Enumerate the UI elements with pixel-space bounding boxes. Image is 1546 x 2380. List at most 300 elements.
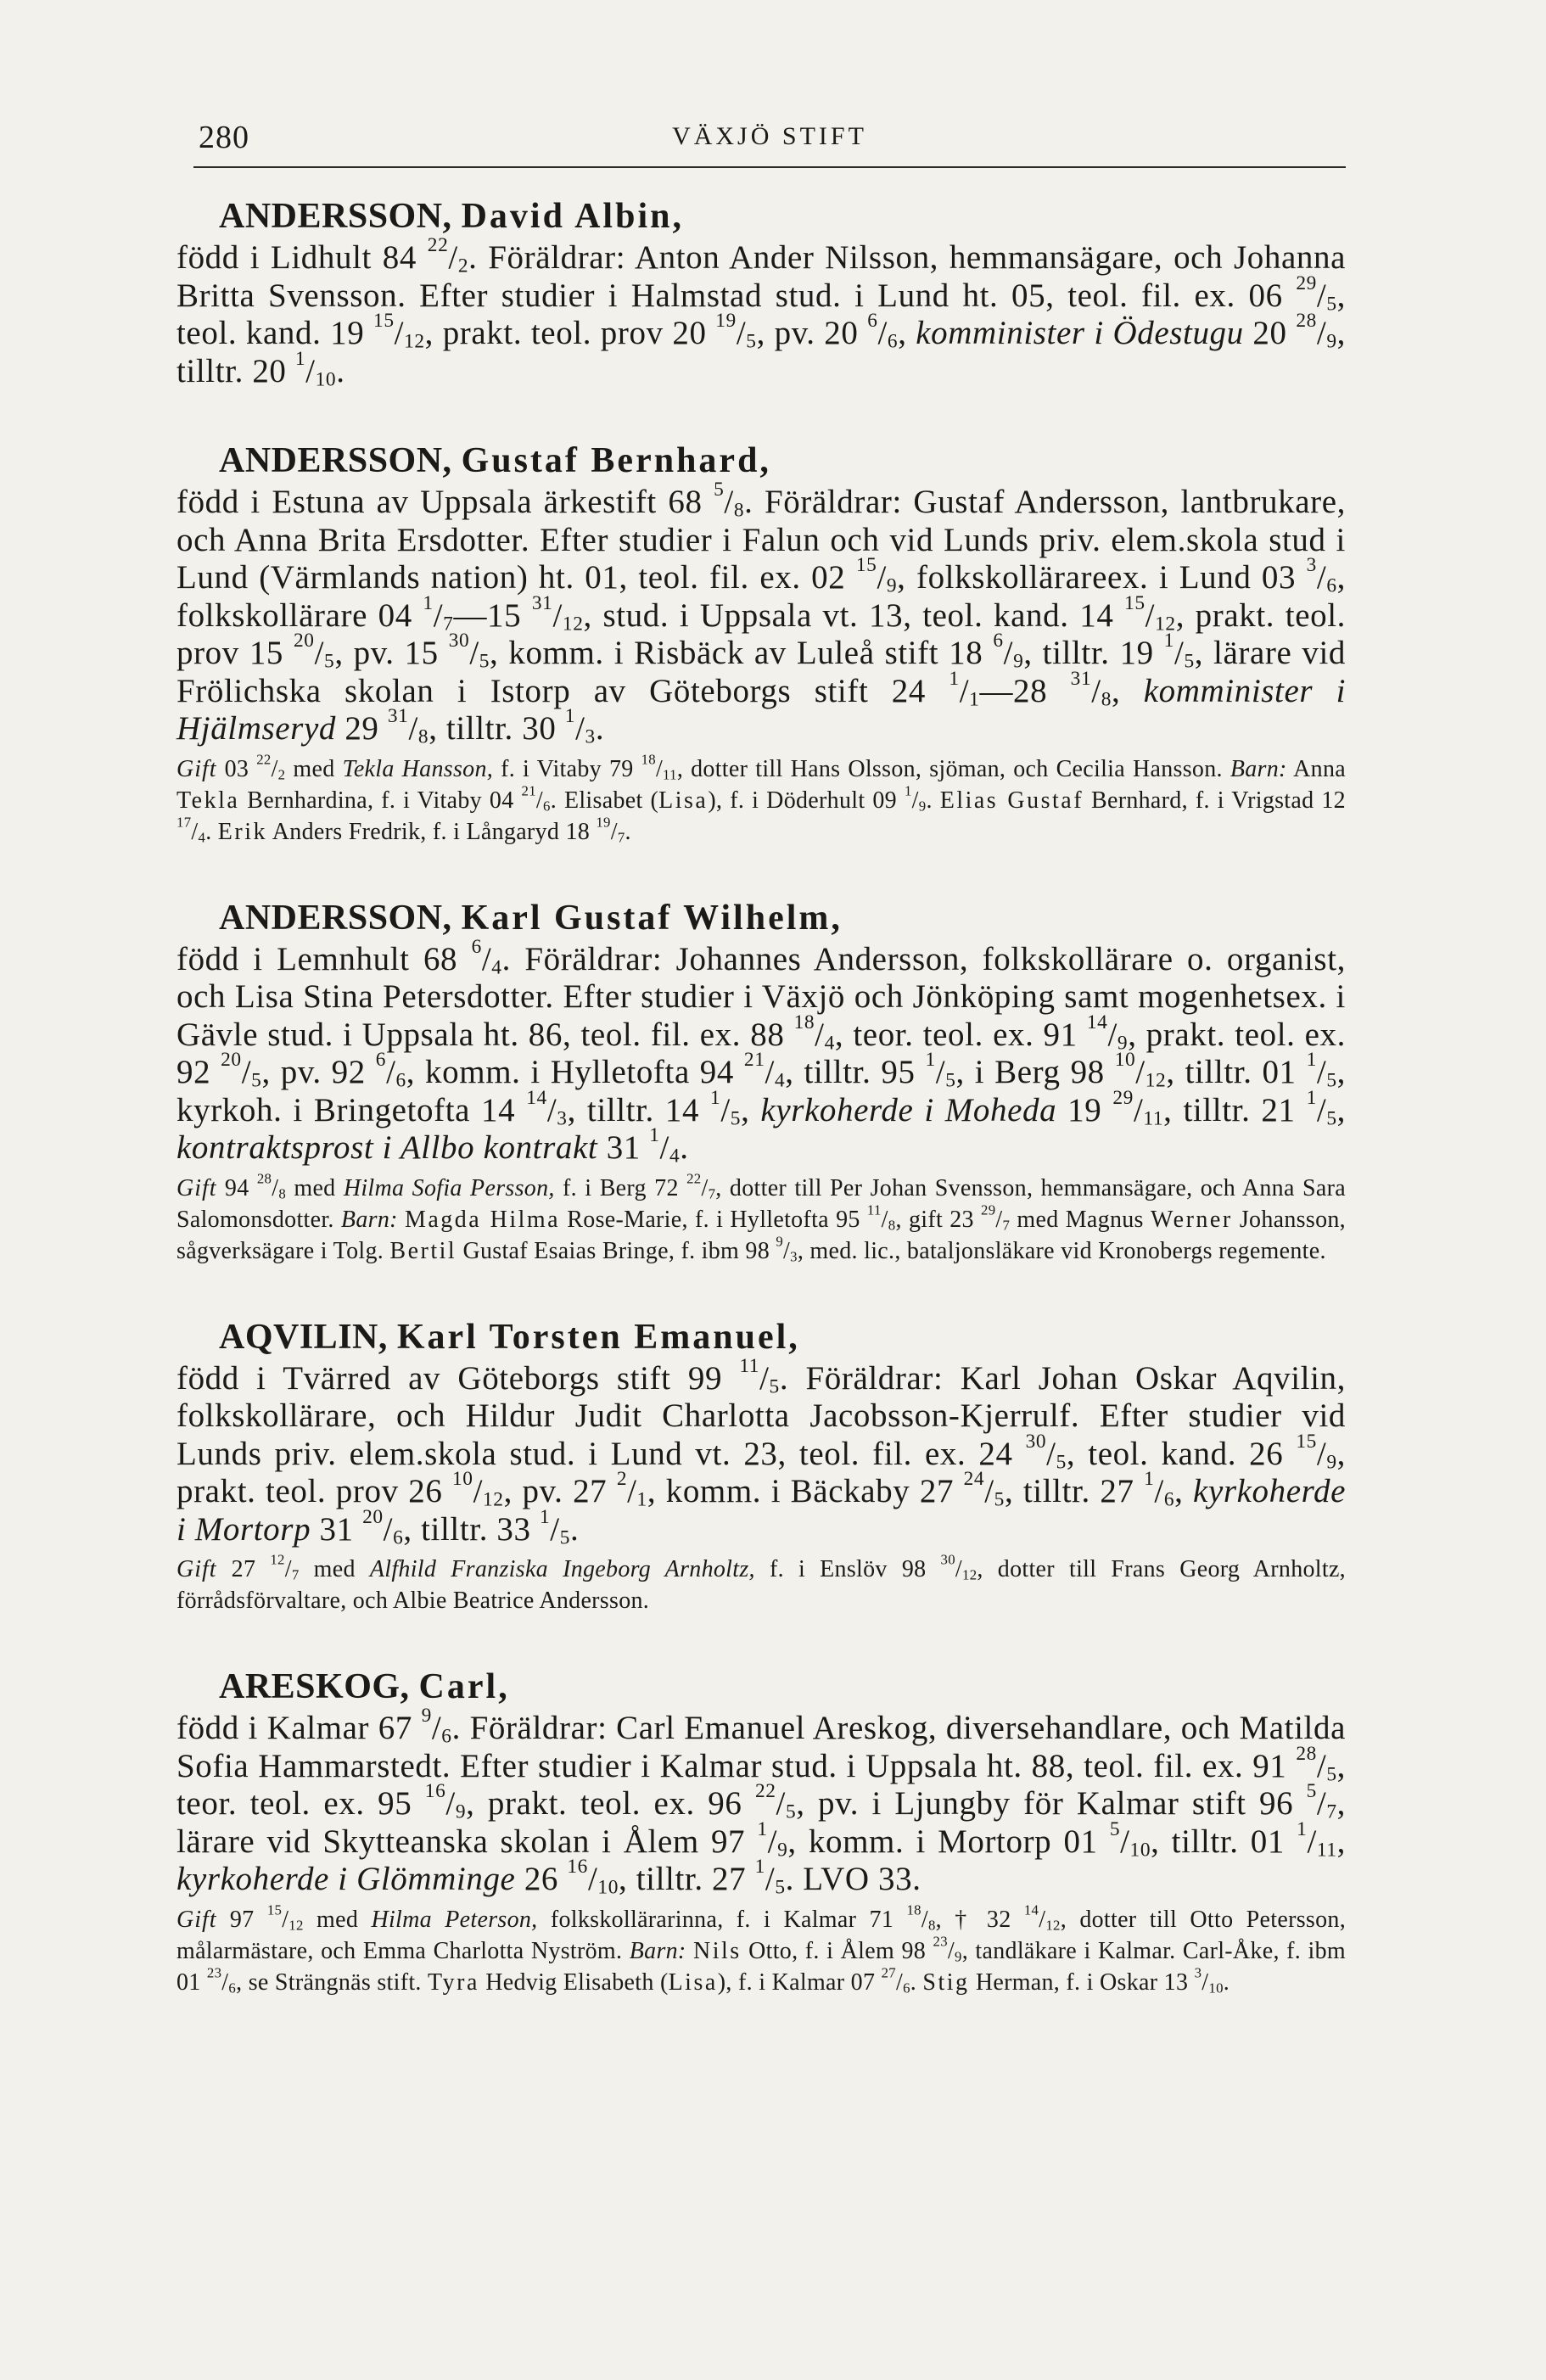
fraction-denominator: 10: [315, 368, 337, 391]
entry-andersson-karl-gustaf-wilhelm: [176, 895, 1346, 1267]
text-run: . Föräldrar: Johannes Andersson, folkskollärare o. organist, och Lisa Stina Petersdotter. Efter studier i Växjö och Jönköping samt mogenhetsex. i Gävle stud. i Uppsala ht. 86, teol. fil. ex. 88: [176, 940, 1346, 1053]
fraction-numerator: 18: [906, 1901, 921, 1918]
spaced-name: Tekla: [176, 787, 240, 814]
fraction-denominator: 12: [404, 330, 425, 353]
text-run: /: [431, 1710, 442, 1746]
text-run: /: [627, 1473, 637, 1509]
text-run: , tilltr. 33: [403, 1510, 540, 1548]
fraction-numerator: 16: [567, 1856, 588, 1879]
spaced-name: Nils: [693, 1937, 742, 1964]
text-run: /: [1316, 277, 1327, 314]
text-run: /: [575, 710, 585, 747]
fraction-numerator: 15: [1296, 1430, 1317, 1453]
fraction-numerator: 20: [362, 1505, 384, 1528]
fraction-denominator: 8: [927, 1916, 936, 1933]
text-run: , pv. 27: [503, 1473, 617, 1509]
text-run: /: [433, 596, 444, 634]
fraction-denominator: 4: [774, 1069, 786, 1092]
text-run: .: [910, 1968, 923, 1996]
fraction-numerator: 1: [294, 347, 306, 370]
fraction-denominator: 7: [617, 828, 625, 845]
text-run: ,: [741, 1091, 761, 1128]
text-run: /: [1003, 635, 1014, 671]
entry-name: [176, 895, 1346, 941]
spaced-name: Lisa: [668, 1968, 718, 1996]
text-run: folkskollärarinna, f. i Kalmar 71: [537, 1906, 907, 1933]
text-run: /: [1316, 1747, 1327, 1784]
fraction-denominator: 3: [585, 725, 596, 748]
text-run: född i Lemnhult 68: [176, 940, 472, 977]
text-run: . Elisabet (: [550, 787, 659, 814]
text-run: , tilltr. 95: [785, 1054, 926, 1090]
spaced-name: Werner: [1150, 1206, 1233, 1233]
entry-given-names: Gustaf Bernhard,: [461, 441, 771, 480]
fraction-numerator: 14: [526, 1086, 547, 1109]
fraction-numerator: 6: [471, 935, 482, 958]
text-run: /: [1307, 1823, 1317, 1860]
italic-text: kyrkoherde i Glömminge: [176, 1861, 516, 1897]
text-run: .: [1223, 1968, 1230, 1996]
text-run: /: [546, 1091, 557, 1128]
fraction-denominator: 7: [708, 1184, 716, 1201]
text-run: /: [1133, 1091, 1144, 1128]
marriage-label: Gift: [176, 1906, 217, 1933]
fraction-denominator: 5: [1326, 1763, 1337, 1786]
text-run: .: [680, 1129, 689, 1166]
fraction-numerator: 1: [949, 667, 960, 690]
fraction-denominator: 1: [636, 1488, 647, 1511]
entry-name: [176, 1664, 1346, 1710]
text-run: /: [1039, 1906, 1046, 1933]
spaced-name: Stig: [922, 1968, 970, 1996]
fraction-numerator: 5: [1109, 1817, 1121, 1840]
text-run: , komm. i Hylletofta 94: [406, 1054, 744, 1090]
text-run: , tilltr. 27: [619, 1861, 755, 1897]
fraction-numerator: 28: [256, 1170, 272, 1187]
text-run: /: [550, 1510, 560, 1548]
text-run: /: [1135, 1054, 1145, 1090]
fraction-denominator: 2: [277, 765, 286, 782]
text-run: /: [469, 635, 479, 671]
fraction-numerator: 31: [1070, 667, 1092, 690]
text-run: Rose-Marie, f. i Hylletofta 95: [560, 1206, 867, 1233]
fraction-denominator: 12: [1155, 613, 1176, 636]
fraction-denominator: 6: [903, 1979, 910, 1996]
fraction-denominator: 6: [441, 1725, 452, 1748]
fraction-denominator: 12: [1045, 1916, 1061, 1933]
fraction-numerator: 22: [754, 1780, 776, 1803]
entry-family: [176, 1551, 1346, 1616]
fraction-denominator: 5: [324, 650, 335, 673]
fraction-numerator: 28: [1296, 310, 1317, 333]
fraction-numerator: 1: [564, 705, 576, 728]
fraction-denominator: 8: [733, 499, 745, 522]
fraction-numerator: 9: [421, 1705, 432, 1728]
entry-biography: [176, 234, 1346, 391]
spaced-name: Erik: [217, 818, 268, 845]
text-run: . LVO 33.: [785, 1861, 921, 1897]
italic-text: Tekla Hansson,: [342, 755, 494, 782]
text-run: 26: [515, 1861, 568, 1897]
fraction-denominator: 9: [777, 1839, 788, 1862]
fraction-denominator: 7: [1002, 1216, 1011, 1233]
text-run: , tilltr. 14: [567, 1091, 711, 1128]
text-run: /: [959, 672, 970, 709]
fraction-numerator: 18: [793, 1011, 815, 1033]
text-run: /: [386, 1054, 396, 1090]
text-run: Bernhard, f. i Vrigstad 12: [1084, 787, 1346, 814]
fraction-numerator: 30: [448, 630, 470, 652]
text-run: /: [383, 1510, 394, 1548]
text-run: /: [241, 1054, 252, 1090]
page-header: [193, 119, 1346, 168]
text-run: . Föräldrar: Carl Emanuel Areskog, diversehandlare, och Matilda Sofia Hammarstedt. Efter studier i Kalmar stud. i Uppsala ht. 88, teol. fil. ex. 91: [176, 1710, 1346, 1784]
fraction-denominator: 2: [457, 255, 469, 277]
fraction-numerator: 2: [616, 1468, 628, 1491]
text-run: ,: [1174, 1473, 1194, 1509]
text-run: , stud. i Uppsala vt. 13, teol. kand. 14: [583, 596, 1125, 634]
text-run: [686, 1938, 693, 1964]
text-run: Johansson, sågverksägare i Tolg.: [176, 1206, 1346, 1264]
text-run: /: [1091, 672, 1101, 709]
text-run: /: [191, 818, 199, 845]
entry-areskog-carl: [176, 1664, 1346, 1998]
fraction-denominator: 9: [955, 1947, 962, 1964]
fraction-numerator: 9: [776, 1233, 784, 1250]
entry-name: [176, 1314, 1346, 1360]
fraction-denominator: 9: [918, 797, 927, 814]
text-run: /: [815, 1016, 825, 1053]
text-run: /: [473, 1473, 484, 1509]
fraction-numerator: 19: [596, 814, 611, 831]
entry-family: [176, 753, 1346, 848]
italic-text: Hilma Peterson,: [371, 1906, 538, 1933]
text-run: /: [408, 710, 418, 747]
text-run: , teor. teol. ex. 95: [176, 1747, 1346, 1822]
fraction-denominator: 10: [1208, 1979, 1224, 1996]
text-run: /: [1316, 1091, 1327, 1128]
text-run: /: [1316, 1435, 1327, 1472]
fraction-numerator: 28: [1296, 1742, 1317, 1765]
page-number: 280: [199, 120, 249, 155]
fraction-numerator: 29: [1112, 1086, 1134, 1109]
fraction-numerator: 1: [1306, 1086, 1317, 1109]
text-run: född i Tvärred av Göteborgs stift 99: [176, 1359, 740, 1397]
fraction-numerator: 23: [206, 1964, 222, 1981]
text-run: /: [947, 1937, 955, 1964]
text-run: ), f. i Kalmar 07: [717, 1968, 882, 1996]
fraction-denominator: 5: [559, 1526, 571, 1549]
text-run: f. i Vitaby 79: [493, 755, 641, 782]
fraction-numerator: 14: [1086, 1011, 1108, 1033]
fraction-denominator: 12: [562, 613, 584, 636]
fraction-denominator: 9: [1326, 1451, 1337, 1474]
fraction-numerator: 20: [221, 1049, 242, 1072]
fraction-numerator: 1: [1144, 1468, 1155, 1491]
text-run: /: [911, 787, 919, 814]
fraction-denominator: 5: [1326, 293, 1337, 316]
fraction-denominator: 11: [1316, 1839, 1337, 1862]
fraction-denominator: 5: [251, 1069, 262, 1092]
text-run: /: [1202, 1968, 1209, 1996]
text-run: /: [1154, 1473, 1164, 1509]
fraction-numerator: 22: [427, 234, 449, 257]
text-run: /: [271, 755, 278, 782]
fraction-numerator: 18: [641, 751, 656, 768]
text-run: /: [552, 596, 563, 634]
fraction-denominator: 1: [969, 688, 980, 711]
fraction-denominator: 5: [1326, 1107, 1337, 1130]
italic-text: komminister i Ödestugu: [916, 315, 1244, 351]
fraction-denominator: 12: [1145, 1069, 1167, 1092]
text-run: , tilltr. 27: [1004, 1473, 1145, 1509]
text-run: , prakt. teol. ex. 92: [176, 1016, 1346, 1090]
text-run: född i Estuna av Uppsala ärkestift 68: [176, 484, 714, 520]
text-run: /: [1316, 1785, 1327, 1822]
text-run: , teor. teol. ex. 91: [834, 1016, 1087, 1053]
text-run: /: [767, 1823, 778, 1860]
fraction-numerator: 15: [855, 554, 877, 577]
fraction-denominator: 4: [824, 1032, 835, 1055]
fraction-numerator: 11: [866, 1201, 882, 1218]
text-run: , tilltr. 21: [1163, 1091, 1307, 1128]
text-run: , teol. kand. 26: [1066, 1435, 1297, 1472]
text-run: , lärare vid Frölichska skolan i Istorp av Göteborgs stift 24: [176, 635, 1346, 709]
entry-biography: [176, 1705, 1347, 1899]
text-run: .: [336, 352, 345, 389]
italic-text: Barn:: [340, 1206, 398, 1233]
fraction-numerator: 1: [1297, 1817, 1308, 1840]
fraction-denominator: 9: [1117, 1032, 1129, 1055]
text-run: Herman, f. i Oskar 13: [969, 1968, 1195, 1996]
text-run: ,: [1111, 672, 1144, 709]
text-run: /: [1107, 1016, 1117, 1053]
text-run: /: [481, 940, 492, 977]
fraction-denominator: 12: [483, 1488, 504, 1511]
fraction-denominator: 5: [1326, 1069, 1337, 1092]
fraction-numerator: 20: [293, 630, 315, 652]
text-run: , tilltr. 30: [429, 710, 565, 747]
fraction-denominator: 6: [542, 797, 551, 814]
text-run: Gustaf Esaias Bringe, f. ibm 98: [457, 1237, 776, 1264]
fraction-denominator: 5: [769, 1375, 780, 1398]
entry-given-names: David Albin,: [461, 197, 684, 236]
entry-name: [176, 193, 1346, 239]
text-run: med: [299, 1556, 370, 1582]
fraction-denominator: 7: [291, 1566, 300, 1583]
fraction-denominator: 7: [443, 613, 454, 636]
text-run: /: [783, 1237, 791, 1264]
text-run: med: [285, 755, 343, 782]
spaced-name: Bertil: [389, 1237, 457, 1264]
fraction-denominator: 5: [479, 650, 490, 673]
text-run: —15: [453, 596, 532, 634]
fraction-numerator: 21: [521, 782, 536, 799]
text-run: , tilltr. 01: [1151, 1823, 1297, 1860]
text-run: Bernhardina, f. i Vitaby 04: [239, 787, 522, 814]
text-run: , prakt. teol. ex. 96: [466, 1785, 755, 1822]
text-run: —28: [979, 672, 1071, 709]
text-run: /: [720, 1091, 731, 1128]
fraction-numerator: 1: [757, 1817, 768, 1840]
text-run: , prakt. teol. prov 26: [176, 1435, 1347, 1509]
text-run: , folkskollärareex. i Lund 03: [897, 559, 1307, 596]
fraction-numerator: 3: [1306, 554, 1317, 577]
text-run: , komm. i Risbäck av Luleå stift 18: [490, 635, 994, 671]
text-run: 29: [335, 710, 388, 747]
text-run: , pv. 20: [756, 315, 868, 351]
fraction-denominator: 6: [1326, 574, 1337, 597]
text-run: , tilltr. 01: [1166, 1054, 1307, 1090]
fraction-denominator: 9: [1013, 650, 1024, 673]
text-run: /: [955, 1556, 962, 1582]
fraction-numerator: 12: [270, 1551, 285, 1568]
text-run: , tilltr. 20: [176, 315, 1346, 389]
text-run: /: [877, 559, 887, 596]
entry-aqvilin-karl-torsten-emanuel: [176, 1314, 1346, 1617]
text-run: . Föräldrar: Anton Ander Nilsson, hemmansägare, och Johanna Britta Svensson. Efter studier i Halmstad stud. i Lund ht. 05, teol. fil. ex. 06: [176, 239, 1346, 314]
fraction-denominator: 3: [557, 1107, 568, 1130]
fraction-denominator: 5: [730, 1107, 742, 1130]
entry-surname: ANDERSSON,: [219, 441, 452, 480]
italic-text: kyrkoherde i Mortorp: [176, 1473, 1347, 1548]
text-run: /: [724, 484, 734, 520]
text-run: /: [535, 787, 543, 814]
entry-given-names: Karl Gustaf Wilhelm,: [461, 898, 843, 938]
text-run: , prakt. teol. prov 20: [424, 315, 716, 351]
text-run: , tilltr. 19: [1023, 635, 1164, 671]
text-run: , pv. 92: [261, 1054, 376, 1090]
fraction-denominator: 12: [962, 1566, 977, 1583]
text-run: /: [1316, 559, 1327, 596]
text-run: ), f. i Döderhult 09: [708, 787, 905, 814]
text-run: 03: [216, 755, 257, 782]
text-run: 31: [597, 1129, 650, 1166]
fraction-numerator: 23: [933, 1933, 948, 1950]
fraction-denominator: 9: [455, 1800, 467, 1823]
fraction-numerator: 21: [743, 1049, 765, 1072]
text-run: , gift 23: [895, 1206, 982, 1233]
fraction-denominator: 9: [1326, 330, 1337, 353]
entry-surname: ANDERSSON,: [219, 898, 452, 938]
text-run: , i Berg 98: [955, 1054, 1115, 1090]
fraction-numerator: 1: [904, 782, 912, 799]
text-run: /: [995, 1206, 1003, 1233]
text-run: 31: [311, 1510, 363, 1548]
text-run: , teol. kand. 19: [176, 277, 1346, 351]
text-run: /: [759, 1359, 770, 1397]
text-run: /: [736, 315, 747, 351]
entry-andersson-gustaf-bernhard: [176, 438, 1346, 848]
text-run: /: [765, 1861, 776, 1897]
italic-text: Barn:: [629, 1937, 686, 1964]
fraction-denominator: 8: [278, 1184, 287, 1201]
entry-family: [176, 1901, 1347, 1998]
entry-given-names: Karl Torsten Emanuel,: [396, 1317, 800, 1357]
fraction-numerator: 1: [1163, 630, 1175, 652]
text-run: /: [221, 1968, 229, 1996]
text-run: med Magnus: [1010, 1206, 1151, 1233]
fraction-denominator: 5: [775, 1876, 786, 1899]
fraction-numerator: 17: [176, 814, 192, 831]
entry-surname: AQVILIN,: [219, 1317, 388, 1357]
text-run: med: [303, 1906, 372, 1933]
text-run: 94: [216, 1174, 257, 1201]
fraction-numerator: 16: [424, 1780, 446, 1803]
fraction-denominator: 3: [790, 1247, 798, 1264]
text-run: , † 32: [935, 1906, 1024, 1933]
marriage-label: Gift: [176, 1556, 217, 1582]
text-run: /: [776, 1785, 786, 1822]
spaced-name: Lisa: [658, 787, 709, 814]
fraction-denominator: 6: [393, 1526, 404, 1549]
fraction-numerator: 31: [387, 705, 409, 728]
italic-text: kontraktsprost i Allbo kontrakt: [176, 1129, 598, 1166]
spaced-name: Tyra: [428, 1968, 479, 1996]
text-run: .: [926, 787, 940, 814]
fraction-denominator: 9: [886, 574, 898, 597]
text-run: /: [1316, 315, 1327, 351]
fraction-denominator: 4: [198, 828, 206, 845]
fraction-denominator: 8: [1101, 688, 1112, 711]
fraction-numerator: 6: [867, 310, 878, 333]
fraction-numerator: 27: [881, 1964, 896, 1981]
fraction-numerator: 1: [710, 1086, 721, 1109]
fraction-numerator: 5: [714, 479, 725, 501]
fraction-numerator: 1: [1306, 1049, 1317, 1072]
text-run: /: [921, 1906, 928, 1933]
text-run: , dotter till Frans Georg Arnholtz, förrådsförvaltare, och Albie Beatrice Andersson.: [176, 1556, 1346, 1614]
text-run: /: [610, 818, 618, 845]
text-run: , dotter till Hans Olsson, sjöman, och Cecilia Hansson.: [676, 755, 1230, 782]
fraction-denominator: 5: [785, 1800, 797, 1823]
text-run: /: [1316, 1054, 1327, 1090]
text-run: , kyrkoh. i Bringetofta 14: [176, 1054, 1346, 1128]
fraction-denominator: 11: [663, 765, 677, 782]
text-run: , prakt. teol. prov 15: [176, 596, 1346, 671]
fraction-numerator: 15: [373, 310, 395, 333]
fraction-numerator: 30: [1025, 1430, 1047, 1453]
text-run: 27: [216, 1556, 271, 1582]
fraction-numerator: 24: [963, 1468, 985, 1491]
fraction-numerator: 1: [649, 1124, 660, 1147]
fraction-numerator: 10: [451, 1468, 473, 1491]
text-run: ,: [1336, 1823, 1346, 1860]
text-run: /: [655, 755, 664, 782]
text-run: /: [305, 352, 316, 389]
italic-text: komminister i Hjälmseryd: [176, 672, 1347, 747]
text-run: /: [1174, 635, 1185, 671]
text-run: /: [1120, 1823, 1130, 1860]
text-run: . Föräldrar: Gustaf Andersson, lantbrukare, och Anna Brita Ersdotter. Efter studier i Falun och vid Lunds priv. elem.skola stud i Lund (Värmlands nation) ht. 01, teol. fil. ex. 02: [176, 484, 1346, 596]
fraction-numerator: 29: [1296, 272, 1317, 294]
text-run: f. i Enslöv 98: [754, 1556, 941, 1582]
fraction-numerator: 30: [940, 1551, 955, 1568]
fraction-denominator: 5: [1184, 650, 1195, 673]
fraction-denominator: 5: [994, 1488, 1005, 1511]
fraction-denominator: 8: [417, 725, 429, 748]
text-run: , med. lic., bataljonsläkare vid Kronobergs regemente.: [797, 1237, 1326, 1264]
entry-list: [176, 193, 1346, 1998]
fraction-denominator: 4: [669, 1145, 681, 1168]
fraction-denominator: 12: [288, 1916, 304, 1933]
entry-surname: ARESKOG,: [219, 1667, 410, 1706]
text-run: .: [595, 710, 605, 747]
text-run: /: [659, 1129, 669, 1166]
fraction-denominator: 4: [491, 956, 502, 979]
text-run: Otto, f. i Ålem 98: [741, 1937, 933, 1964]
fraction-numerator: 29: [981, 1201, 996, 1218]
